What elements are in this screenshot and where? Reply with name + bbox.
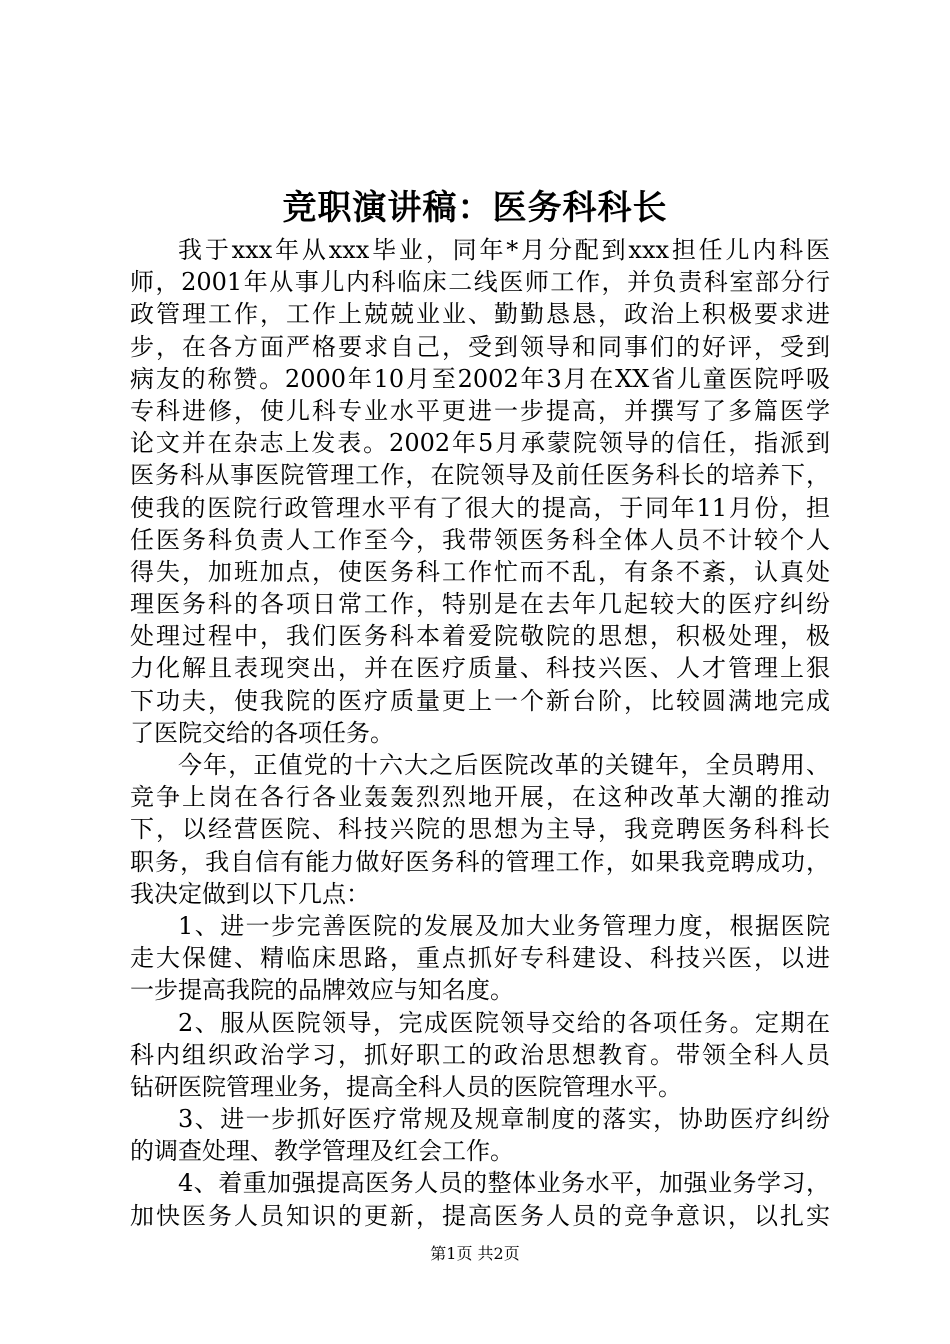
text-line: 使我的医院行政管理水平有了很大的提高，于同年11月份，担 [130,493,830,522]
text-line: 病友的称赞。2000年10月至2002年3月在XX省儿童医院呼吸 [130,364,830,393]
text-line: 理医务科的各项日常工作，特别是在去年几起较大的医疗纠纷 [130,590,830,619]
text-line: 4、着重加强提高医务人员的整体业务水平，加强业务学习， [178,1169,830,1198]
text-line: 钻研医院管理业务，提高全科人员的医院管理水平。 [130,1072,682,1101]
text-line: 我于xxx年从xxx毕业，同年*月分配到xxx担任儿内科医 [178,236,830,264]
text-line: 职务，我自信有能力做好医务科的管理工作，如果我竞聘成功， [130,847,830,876]
document-body [130,234,830,1232]
text-line: 今年，正值党的十六大之后医院改革的关键年，全员聘用、 [178,751,830,779]
text-line: 竞争上岗在各行各业轰轰烈烈地开展，在这种改革大潮的推动 [130,783,830,812]
text-line: 处理过程中，我们医务科本着爱院敬院的思想，积极处理，极 [130,622,830,651]
text-line: 走大保健、精临床思路，重点抓好专科建设、科技兴医，以进 [130,944,830,973]
text-line: 了医院交给的各项任务。 [130,718,394,747]
text-line: 2、服从医院领导，完成医院领导交给的各项任务。定期在 [178,1008,830,1037]
text-line: 得失，加班加点，使医务科工作忙而不乱，有条不紊，认真处 [130,557,830,586]
text-line: 专科进修，使儿科专业水平更进一步提高，并撰写了多篇医学 [130,396,830,425]
text-line: 力化解且表现突出，并在医疗质量、科技兴医、人才管理上狠 [130,654,830,683]
text-line: 3、进一步抓好医疗常规及规章制度的落实，协助医疗纠纷 [178,1105,830,1134]
text-line: 一步提高我院的品牌效应与知名度。 [130,976,514,1005]
text-line: 科内组织政治学习，抓好职工的政治思想教育。带领全科人员 [130,1040,830,1069]
text-line: 任医务科负责人工作至今，我带领医务科全体人员不计较个人 [130,525,830,554]
text-line: 论文并在杂志上发表。2002年5月承蒙院领导的信任，指派到 [130,429,830,458]
text-line: 1、进一步完善医院的发展及加大业务管理力度，根据医院 [178,911,830,940]
text-line: 医务科从事医院管理工作，在院领导及前任医务科长的培养下， [130,461,830,490]
text-line: 下功夫，使我院的医疗质量更上一个新台阶，比较圆满地完成 [130,686,830,715]
text-line: 的调查处理、教学管理及红会工作。 [130,1137,514,1166]
text-line: 步，在各方面严格要求自己，受到领导和同事们的好评，受到 [130,332,830,361]
text-line: 我决定做到以下几点： [130,879,370,908]
text-line: 政管理工作，工作上兢兢业业、勤勤恳恳，政治上积极要求进 [130,300,830,329]
text-line: 师，2001年从事儿内科临床二线医师工作，并负责科室部分行 [130,268,830,297]
document-title: 竞职演讲稿：医务科科长 [282,188,668,228]
text-line: 下，以经营医院、科技兴院的思想为主导，我竞聘医务科科长 [130,815,830,844]
page-footer: 第1页 共2页 [430,1244,520,1263]
text-line: 加快医务人员知识的更新，提高医务人员的竞争意识，以扎实 [130,1201,830,1230]
